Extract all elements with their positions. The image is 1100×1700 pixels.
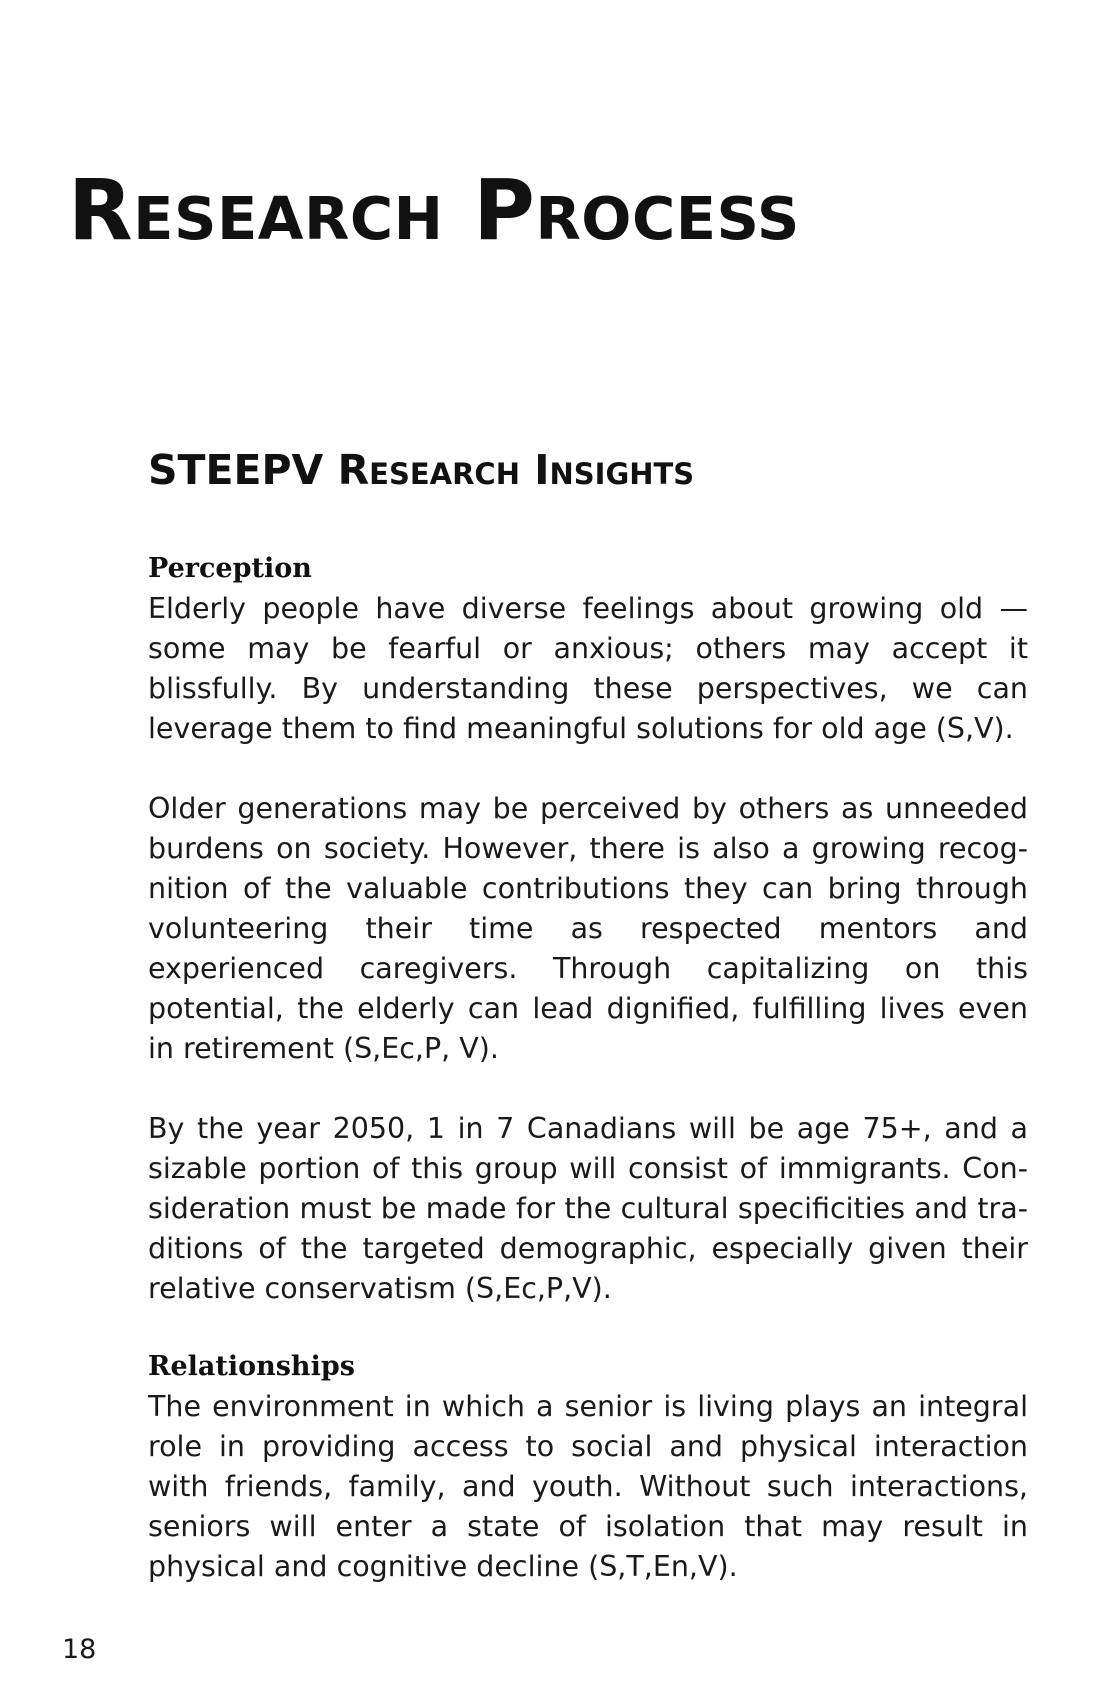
perception-paragraph-2: Older generations may be perceived by others as unneeded burdens on society. However, there is also a growing recognition of the valuable contributions they can bring through volunteering their time as respected mentors and experienced caregivers. Through capitalizing on this potential, the elderly can lead dignified, fulfilling lives even in retirement (S,Ec,P, V). <box>148 792 1028 1066</box>
main-content <box>148 448 1028 1627</box>
perception-subheading: Perception <box>148 553 312 585</box>
relationships-subheading: Relationships <box>148 1351 355 1383</box>
section-heading: STEEPV Research Insights <box>148 446 695 494</box>
page-title: Research Process <box>68 161 800 259</box>
perception-section <box>148 549 1028 1309</box>
page-number: 18 <box>62 1634 97 1665</box>
relationships-paragraph-1: The environment in which a senior is living plays an integral role in providing access to social and physical interaction with friends, family, and youth. Without such interactions, seniors will enter a state of isolation that may result in physical and cognitive decline (S,T,En,V). <box>148 1390 1028 1584</box>
perception-paragraph-3: By the year 2050, 1 in 7 Canadians will be age 75+, and a sizable portion of this group will consist of immigrants. Consideration must be made for the cultural specificities and traditions of the targeted demographic, especially given their relative conservatism (S,Ec,P,V). <box>148 1112 1028 1306</box>
relationships-section <box>148 1347 1028 1587</box>
perception-paragraph-1: Elderly people have diverse feelings about growing old — some may be fearful or anxious; others may accept it blissfully. By understanding these perspectives, we can leverage them to find meaningful solutions for old age (S,V). <box>148 592 1028 746</box>
